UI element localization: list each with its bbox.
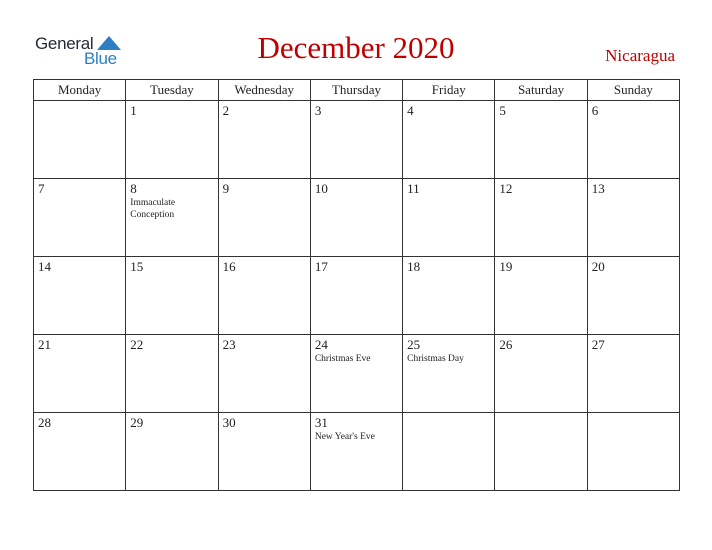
weekday-header: Wednesday xyxy=(218,80,310,101)
day-number: 10 xyxy=(314,181,328,196)
calendar-week-row xyxy=(34,179,680,257)
calendar-day-cell xyxy=(587,179,679,257)
calendar-day-cell xyxy=(403,257,495,335)
logo-general-text: General xyxy=(35,34,94,53)
calendar-day-cell xyxy=(218,179,310,257)
calendar-day-cell xyxy=(403,335,495,413)
day-number: 23 xyxy=(222,337,236,352)
calendar-day-cell xyxy=(495,101,587,179)
calendar-day-cell xyxy=(34,101,126,179)
calendar-day-cell xyxy=(126,413,218,491)
day-number: 8 xyxy=(130,181,137,196)
calendar-week-row xyxy=(34,101,680,179)
day-number: 31 xyxy=(314,415,328,430)
calendar-day-cell xyxy=(218,101,310,179)
calendar-day-cell xyxy=(495,257,587,335)
calendar-day-cell xyxy=(587,101,679,179)
calendar-grid xyxy=(33,79,680,491)
day-number: 16 xyxy=(222,259,236,274)
day-number: 6 xyxy=(591,103,599,118)
day-number: 15 xyxy=(130,259,144,274)
weekday-header-row xyxy=(34,80,680,101)
calendar-day-cell xyxy=(310,335,402,413)
day-number: 21 xyxy=(38,337,51,352)
page-title: December 2020 xyxy=(257,30,455,65)
calendar-day-cell xyxy=(126,101,218,179)
calendar-day-cell xyxy=(34,413,126,491)
day-number xyxy=(495,413,586,416)
calendar-day-cell xyxy=(34,179,126,257)
day-number: 20 xyxy=(591,259,605,274)
day-number: 18 xyxy=(407,259,421,274)
calendar-day-cell xyxy=(403,413,495,491)
day-number: 24 xyxy=(314,337,328,352)
day-number: 14 xyxy=(38,259,51,274)
calendar-day-cell xyxy=(587,335,679,413)
day-number: 1 xyxy=(130,103,137,118)
day-number: 17 xyxy=(314,259,328,274)
calendar-week-row xyxy=(34,257,680,335)
weekday-header: Thursday xyxy=(310,80,402,101)
calendar-day-cell xyxy=(587,413,679,491)
day-number: 19 xyxy=(499,259,513,274)
weekday-header: Sunday xyxy=(587,80,679,101)
day-number: 28 xyxy=(38,415,51,430)
holiday-label: Christmas Eve xyxy=(314,354,371,364)
day-number: 25 xyxy=(407,337,421,352)
day-number: 5 xyxy=(499,103,506,118)
calendar-week-row xyxy=(34,413,680,491)
calendar-week-row xyxy=(34,335,680,413)
calendar-day-cell xyxy=(126,335,218,413)
weekday-header: Tuesday xyxy=(126,80,218,101)
calendar-body xyxy=(34,101,680,491)
calendar-day-cell xyxy=(310,257,402,335)
day-number: 7 xyxy=(38,181,45,196)
calendar-day-cell xyxy=(126,179,218,257)
holiday-label: Christmas Day xyxy=(407,354,464,364)
day-number: 11 xyxy=(407,181,420,196)
calendar-day-cell xyxy=(495,179,587,257)
day-number: 30 xyxy=(222,415,236,430)
day-number xyxy=(403,413,494,416)
day-number: 22 xyxy=(130,337,144,352)
day-number: 3 xyxy=(314,103,322,118)
day-number xyxy=(588,413,679,416)
holiday-label: New Year's Eve xyxy=(314,432,375,442)
day-number: 13 xyxy=(591,181,605,196)
day-number: 2 xyxy=(222,103,230,118)
weekday-header: Monday xyxy=(34,80,126,101)
calendar-day-cell xyxy=(310,413,402,491)
day-number: 27 xyxy=(591,337,605,352)
calendar-day-cell xyxy=(403,101,495,179)
calendar-day-cell xyxy=(495,413,587,491)
calendar-day-cell xyxy=(218,335,310,413)
calendar-day-cell xyxy=(218,413,310,491)
calendar-day-cell xyxy=(34,335,126,413)
calendar-day-cell xyxy=(126,257,218,335)
calendar-day-cell xyxy=(495,335,587,413)
weekday-header: Friday xyxy=(403,80,495,101)
calendar-day-cell xyxy=(34,257,126,335)
day-number xyxy=(34,101,125,104)
day-number: 9 xyxy=(222,181,230,196)
calendar-day-cell xyxy=(587,257,679,335)
holiday-label: Immaculate Conception xyxy=(130,198,176,220)
day-number: 29 xyxy=(130,415,144,430)
day-number: 4 xyxy=(407,103,414,118)
calendar-day-cell xyxy=(310,179,402,257)
day-number: 26 xyxy=(499,337,513,352)
country-label: Nicaragua xyxy=(605,46,675,65)
calendar-day-cell xyxy=(403,179,495,257)
logo-blue-text: Blue xyxy=(84,49,117,68)
calendar-day-cell xyxy=(218,257,310,335)
day-number: 12 xyxy=(499,181,513,196)
calendar-day-cell xyxy=(310,101,402,179)
weekday-header: Saturday xyxy=(495,80,587,101)
